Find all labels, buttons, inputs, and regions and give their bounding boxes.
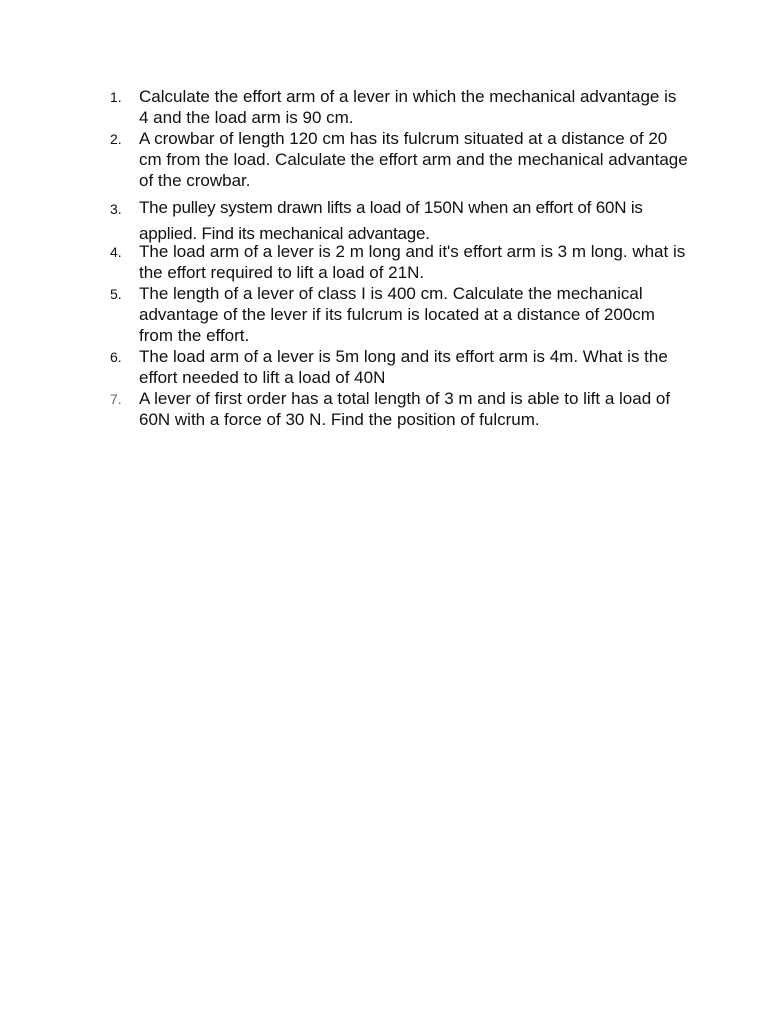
question-text: A crowbar of length 120 cm has its fulcrum situated at a distance of 20 cm from the load. Calculate the effort arm and the mechanical advantage of the crowbar. bbox=[139, 129, 688, 190]
question-number: 6. bbox=[110, 349, 122, 365]
question-number: 4. bbox=[110, 244, 122, 260]
question-item bbox=[110, 128, 690, 191]
question-item bbox=[110, 86, 690, 128]
question-text: A lever of first order has a total length of 3 m and is able to lift a load of 60N with a force of 30 N. Find the position of fulcrum. bbox=[139, 389, 671, 429]
question-number: 3. bbox=[110, 201, 122, 217]
question-number: 1. bbox=[110, 89, 122, 105]
question-item bbox=[110, 388, 690, 430]
question-item bbox=[110, 283, 690, 346]
question-list bbox=[110, 86, 690, 430]
question-text: Calculate the effort arm of a lever in which the mechanical advantage is 4 and the load arm is 90 cm. bbox=[139, 87, 677, 127]
question-text: The pulley system drawn lifts a load of 150N when an effort of 60N is applied. Find its mechanical advantage. bbox=[139, 198, 643, 243]
question-text: The load arm of a lever is 5m long and its effort arm is 4m. What is the effort needed to lift a load of 40N bbox=[139, 347, 668, 387]
question-item bbox=[110, 195, 690, 247]
question-item bbox=[110, 241, 690, 283]
question-text: The length of a lever of class I is 400 cm. Calculate the mechanical advantage of the lever if its fulcrum is located at a distance of 200cm from the effort. bbox=[139, 284, 655, 345]
question-item bbox=[110, 346, 690, 388]
question-text: The load arm of a lever is 2 m long and it's effort arm is 3 m long. what is the effort required to lift a load of 21N. bbox=[139, 242, 686, 282]
question-number: 7. bbox=[110, 391, 122, 407]
question-number: 2. bbox=[110, 131, 122, 147]
question-number: 5. bbox=[110, 286, 122, 302]
